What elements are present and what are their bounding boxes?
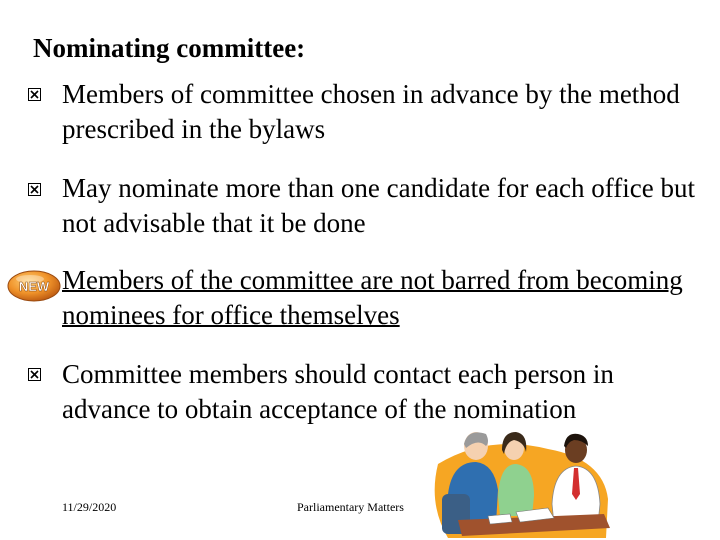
x-box-icon (28, 183, 41, 196)
meeting-clipart (428, 424, 614, 538)
svg-text:NEW: NEW (18, 279, 50, 294)
x-box-icon (28, 368, 41, 381)
bullet-item (62, 263, 702, 333)
bullet-text: Members of the committee are not barred from becoming nominees for office themselves (62, 265, 683, 330)
footer-date: 11/29/2020 (62, 500, 117, 514)
new-badge-icon (6, 268, 62, 304)
bullet-item (62, 171, 702, 241)
bullet-item (62, 77, 702, 147)
bullet-item (62, 357, 702, 427)
bullet-text: Committee members should contact each person in advance to obtain acceptance of the nomination (62, 359, 614, 424)
bullet-text: May nominate more than one candidate for each office but not advisable that it be done (62, 173, 695, 238)
bullet-text: Members of committee chosen in advance by the method prescribed in the bylaws (62, 79, 680, 144)
slide-title: Nominating committee: (33, 33, 306, 63)
footer-title: Parliamentary Matters (297, 500, 404, 514)
x-box-icon (28, 88, 41, 101)
